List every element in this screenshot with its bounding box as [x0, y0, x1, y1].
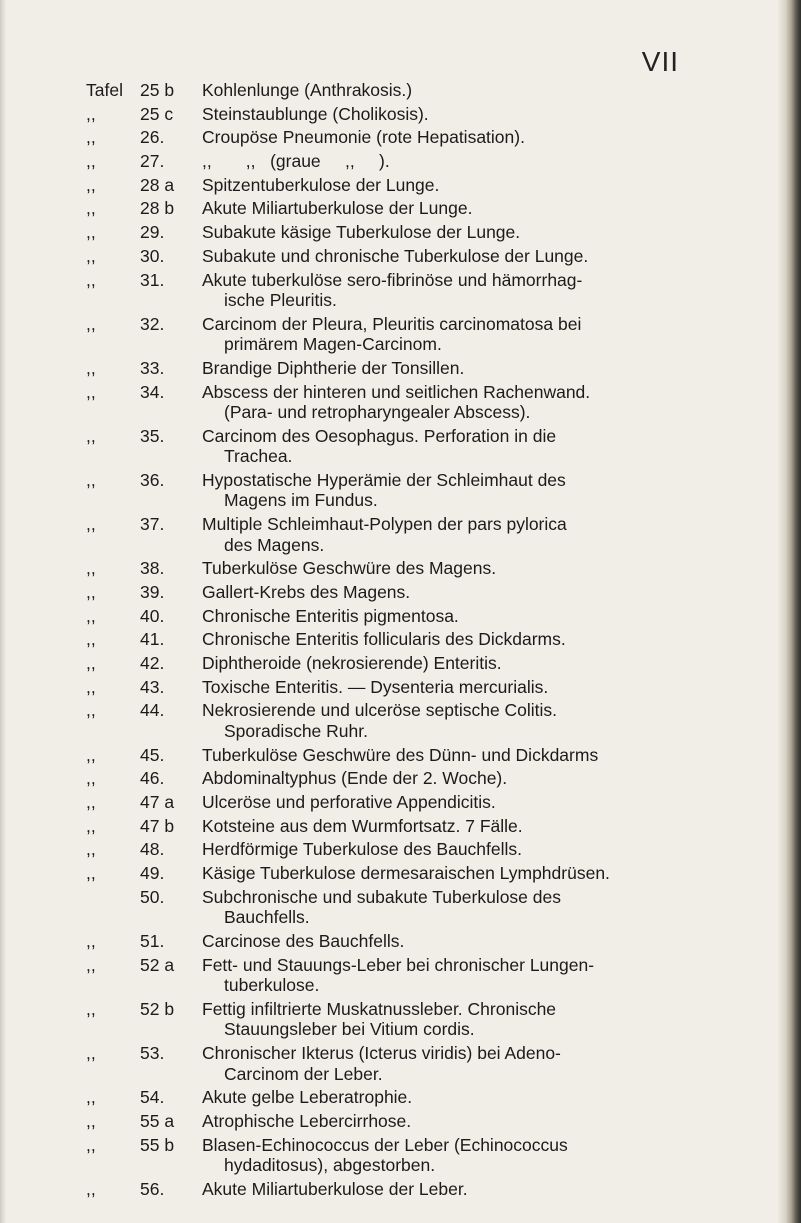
plate-entry — [0, 426, 801, 467]
plate-title — [202, 314, 722, 355]
plate-title-line: Diphtheroide (nekrosierende) Enteritis. — [202, 653, 502, 674]
plate-title-line: Carcinom des Oesophagus. Perforation in die — [202, 425, 557, 446]
plate-number: 28 b — [140, 198, 175, 219]
plate-title — [202, 999, 722, 1040]
plate-title-line: Steinstaublunge (Cholikosis). — [202, 103, 429, 124]
plate-entry — [0, 792, 801, 813]
plate-number: 48. — [140, 839, 165, 860]
plate-number: 56. — [140, 1178, 165, 1199]
plate-title-continuation: Bauchfells. — [224, 907, 310, 928]
plate-title-line: Atrophische Lebercirrhose. — [202, 1110, 412, 1131]
plate-title-continuation: des Magens. — [224, 534, 325, 555]
plate-label: ,, — [86, 998, 96, 1019]
plate-entry — [0, 863, 801, 884]
plate-number: 55 b — [140, 1134, 175, 1155]
plate-title-line: Spitzentuberkulose der Lunge. — [202, 174, 440, 195]
plate-title-continuation: Stauungsleber bei Vitium cordis. — [224, 1019, 475, 1040]
plate-label: ,, — [86, 357, 96, 378]
plate-label: ,, — [86, 1043, 96, 1063]
plate-title-continuation: hydaditosus), abgestorben. — [224, 1155, 436, 1176]
plate-entry — [0, 358, 801, 379]
plate-number: 52 a — [140, 954, 175, 975]
plate-title-line: Akute Miliartuberkulose der Lunge. — [202, 198, 473, 219]
plate-number: 53. — [140, 1043, 165, 1063]
plate-title — [202, 792, 722, 813]
plate-title — [202, 582, 722, 603]
plate-title — [202, 700, 722, 741]
plate-title-line: Fettig infiltrierte Muskatnussleber. Chronische — [202, 998, 557, 1019]
plate-entry — [0, 222, 801, 243]
plate-label: ,, — [86, 558, 96, 579]
plate-title — [202, 839, 722, 860]
plate-entry — [0, 382, 801, 423]
plate-title-line: Blasen-Echinococcus der Leber (Echinococcus — [202, 1134, 568, 1155]
plate-label: ,, — [86, 245, 96, 266]
plate-number: 55 a — [140, 1110, 175, 1131]
plate-number: 30. — [140, 245, 165, 266]
plate-title-line: Akute tuberkulöse sero-fibrinöse und hämorrhag- — [202, 269, 583, 290]
plate-entry — [0, 768, 801, 789]
plate-title-line: Multiple Schleimhaut-Polypen der pars pylorica — [202, 514, 567, 535]
plate-title — [202, 222, 722, 243]
plate-number: 25 b — [140, 80, 175, 100]
plate-title — [202, 653, 722, 674]
plate-number: 42. — [140, 653, 165, 674]
plate-number: 54. — [140, 1087, 165, 1108]
plate-title — [202, 1087, 722, 1108]
plate-label: ,, — [86, 629, 96, 650]
plate-entry — [0, 1135, 801, 1176]
plate-label: ,, — [86, 269, 96, 290]
plate-number: 35. — [140, 425, 165, 446]
plate-number: 51. — [140, 930, 165, 951]
plate-title — [202, 1135, 722, 1176]
plate-title-line: Kotsteine aus dem Wurmfortsatz. 7 Fälle. — [202, 815, 523, 836]
plate-number: 40. — [140, 605, 165, 626]
plate-entry — [0, 1087, 801, 1108]
plate-title — [202, 606, 722, 627]
plate-entry — [0, 677, 801, 698]
plate-number: 34. — [140, 381, 165, 402]
plate-entry — [0, 1179, 801, 1200]
plate-title-line: Subchronische und subakute Tuberkulose des — [202, 886, 561, 907]
plate-number: 26. — [140, 127, 165, 148]
plate-entry — [0, 887, 801, 928]
plate-title — [202, 768, 722, 789]
plate-title — [202, 1043, 722, 1084]
plate-label: ,, — [86, 930, 96, 951]
plate-title-line: Käsige Tuberkulose dermesaraischen Lymphdrüsen. — [202, 863, 610, 884]
plate-label: ,, — [86, 222, 96, 243]
plate-title — [202, 80, 722, 101]
plate-title — [202, 931, 722, 952]
plate-title — [202, 175, 722, 196]
plate-number: 36. — [140, 469, 165, 490]
plate-title — [202, 1179, 722, 1200]
plate-title — [202, 514, 722, 555]
plate-entry — [0, 931, 801, 952]
plate-entry — [0, 606, 801, 627]
plate-number: 37. — [140, 514, 165, 535]
plate-index-list — [0, 80, 801, 1202]
plate-number: 50. — [140, 886, 165, 907]
plate-title — [202, 382, 722, 423]
plate-title — [202, 863, 722, 884]
plate-label: ,, — [86, 582, 96, 602]
plate-title-line: ,, ,, (graue ,, ). — [202, 151, 390, 172]
plate-number: 45. — [140, 744, 165, 765]
plate-title — [202, 1111, 722, 1132]
plate-label: ,, — [86, 605, 96, 626]
plate-number: 41. — [140, 629, 165, 650]
plate-title-line: Subakute und chronische Tuberkulose der Lunge. — [202, 245, 589, 266]
plate-label: ,, — [86, 954, 96, 975]
plate-title-line: Chronische Enteritis pigmentosa. — [202, 605, 459, 626]
plate-label: ,, — [86, 514, 96, 535]
plate-number: 52 b — [140, 998, 175, 1019]
plate-label: ,, — [86, 792, 96, 812]
plate-number: 46. — [140, 768, 165, 789]
plate-entry — [0, 999, 801, 1040]
plate-label: ,, — [86, 676, 96, 697]
plate-entry — [0, 314, 801, 355]
plate-number: 25 c — [140, 103, 174, 124]
plate-label: ,, — [86, 425, 96, 446]
plate-title — [202, 629, 722, 650]
plate-title-line: Chronische Enteritis follicularis des Dickdarms. — [202, 629, 566, 650]
plate-title — [202, 558, 722, 579]
plate-entry — [0, 745, 801, 766]
plate-entry — [0, 514, 801, 555]
plate-entry — [0, 151, 801, 172]
plate-entry — [0, 653, 801, 674]
plate-label: ,, — [86, 127, 96, 148]
plate-label: ,, — [86, 815, 96, 836]
plate-entry — [0, 1111, 801, 1132]
plate-title-line: Ulceröse und perforative Appendicitis. — [202, 792, 496, 812]
plate-entry — [0, 104, 801, 125]
plate-title-line: Carcinose des Bauchfells. — [202, 930, 405, 951]
plate-entry — [0, 558, 801, 579]
plate-title-continuation: Sporadische Ruhr. — [224, 720, 368, 741]
plate-label: ,, — [86, 103, 96, 124]
plate-title-continuation: Magens im Fundus. — [224, 490, 378, 511]
plate-label: ,, — [86, 863, 96, 884]
plate-entry — [0, 839, 801, 860]
plate-entry — [0, 1043, 801, 1084]
plate-title-continuation: Trachea. — [224, 446, 293, 467]
plate-title-continuation: ische Pleuritis. — [224, 290, 337, 310]
plate-entry — [0, 127, 801, 148]
plate-entry — [0, 700, 801, 741]
plate-title — [202, 198, 722, 219]
plate-title-line: Tuberkulöse Geschwüre des Dünn- und Dickdarms — [202, 744, 599, 765]
plate-title — [202, 677, 722, 698]
plate-number: 43. — [140, 676, 165, 697]
plate-label: ,, — [86, 744, 96, 765]
plate-entry — [0, 80, 801, 101]
plate-label: ,, — [86, 1087, 96, 1108]
plate-label: ,, — [86, 174, 96, 195]
plate-title-line: Brandige Diphtherie der Tonsillen. — [202, 357, 465, 378]
plate-label: ,, — [86, 653, 96, 674]
plate-title-continuation: Carcinom der Leber. — [224, 1063, 383, 1084]
plate-title-line: Croupöse Pneumonie (rote Hepatisation). — [202, 127, 525, 148]
plate-label: ,, — [86, 1110, 96, 1131]
plate-title-line: Carcinom der Pleura, Pleuritis carcinomatosa bei — [202, 313, 582, 334]
plate-title — [202, 955, 722, 996]
plate-number: 47 b — [140, 815, 175, 836]
plate-entry — [0, 246, 801, 267]
plate-number: 38. — [140, 558, 165, 579]
plate-title-line: Kohlenlunge (Anthrakosis.) — [202, 80, 413, 100]
plate-number: 28 a — [140, 174, 175, 195]
plate-label: Tafel — [86, 80, 123, 100]
plate-title-continuation: primärem Magen-Carcinom. — [224, 334, 442, 355]
plate-number: 32. — [140, 313, 165, 334]
plate-entry — [0, 629, 801, 650]
plate-number: 31. — [140, 269, 165, 290]
plate-label: ,, — [86, 1134, 96, 1155]
plate-label: ,, — [86, 839, 96, 860]
plate-entry — [0, 270, 801, 311]
plate-label: ,, — [86, 151, 96, 172]
plate-label: ,, — [86, 768, 96, 789]
page-number: VII — [641, 46, 679, 77]
plate-title-line: Akute gelbe Leberatrophie. — [202, 1087, 413, 1108]
plate-number: 39. — [140, 582, 165, 602]
plate-title-line: Abdominaltyphus (Ende der 2. Woche). — [202, 768, 508, 789]
plate-title-line: Subakute käsige Tuberkulose der Lunge. — [202, 222, 521, 243]
plate-entry — [0, 582, 801, 603]
plate-title-line: Chronischer Ikterus (Icterus viridis) bei Adeno- — [202, 1043, 561, 1063]
plate-title — [202, 816, 722, 837]
plate-title — [202, 127, 722, 148]
plate-label: ,, — [86, 313, 96, 334]
plate-title — [202, 358, 722, 379]
plate-title-line: Toxische Enteritis. — Dysenteria mercurialis. — [202, 676, 549, 697]
plate-title — [202, 104, 722, 125]
plate-entry — [0, 198, 801, 219]
plate-entry — [0, 470, 801, 511]
plate-number: 33. — [140, 357, 165, 378]
plate-title — [202, 470, 722, 511]
plate-title-line: Gallert-Krebs des Magens. — [202, 582, 411, 602]
plate-title-continuation: (Para- und retropharyngealer Abscess). — [224, 402, 531, 423]
plate-title-line: Akute Miliartuberkulose der Leber. — [202, 1178, 468, 1199]
plate-label: ,, — [86, 1178, 96, 1199]
plate-title-line: Tuberkulöse Geschwüre des Magens. — [202, 558, 497, 579]
plate-label: ,, — [86, 381, 96, 402]
plate-entry — [0, 175, 801, 196]
plate-number: 44. — [140, 700, 165, 721]
plate-title-line: Hypostatische Hyperämie der Schleimhaut des — [202, 469, 566, 490]
plate-title — [202, 270, 722, 311]
plate-label: ,, — [86, 198, 96, 219]
plate-entry — [0, 816, 801, 837]
plate-title-continuation: tuberkulose. — [224, 975, 320, 996]
plate-title — [202, 887, 722, 928]
plate-entry — [0, 955, 801, 996]
plate-title — [202, 151, 722, 172]
plate-title-line: Herdförmige Tuberkulose des Bauchfells. — [202, 839, 523, 860]
plate-number: 29. — [140, 222, 165, 243]
plate-title-line: Abscess der hinteren und seitlichen Rachenwand. — [202, 381, 591, 402]
plate-title — [202, 426, 722, 467]
plate-title-line: Nekrosierende und ulceröse septische Colitis. — [202, 700, 558, 721]
plate-title — [202, 246, 722, 267]
plate-title-line: Fett- und Stauungs-Leber bei chronischer Lungen- — [202, 954, 595, 975]
plate-title — [202, 745, 722, 766]
plate-label: ,, — [86, 700, 96, 721]
plate-number: 27. — [140, 151, 165, 172]
plate-label: ,, — [86, 469, 96, 490]
plate-number: 49. — [140, 863, 165, 884]
plate-number: 47 a — [140, 792, 175, 812]
